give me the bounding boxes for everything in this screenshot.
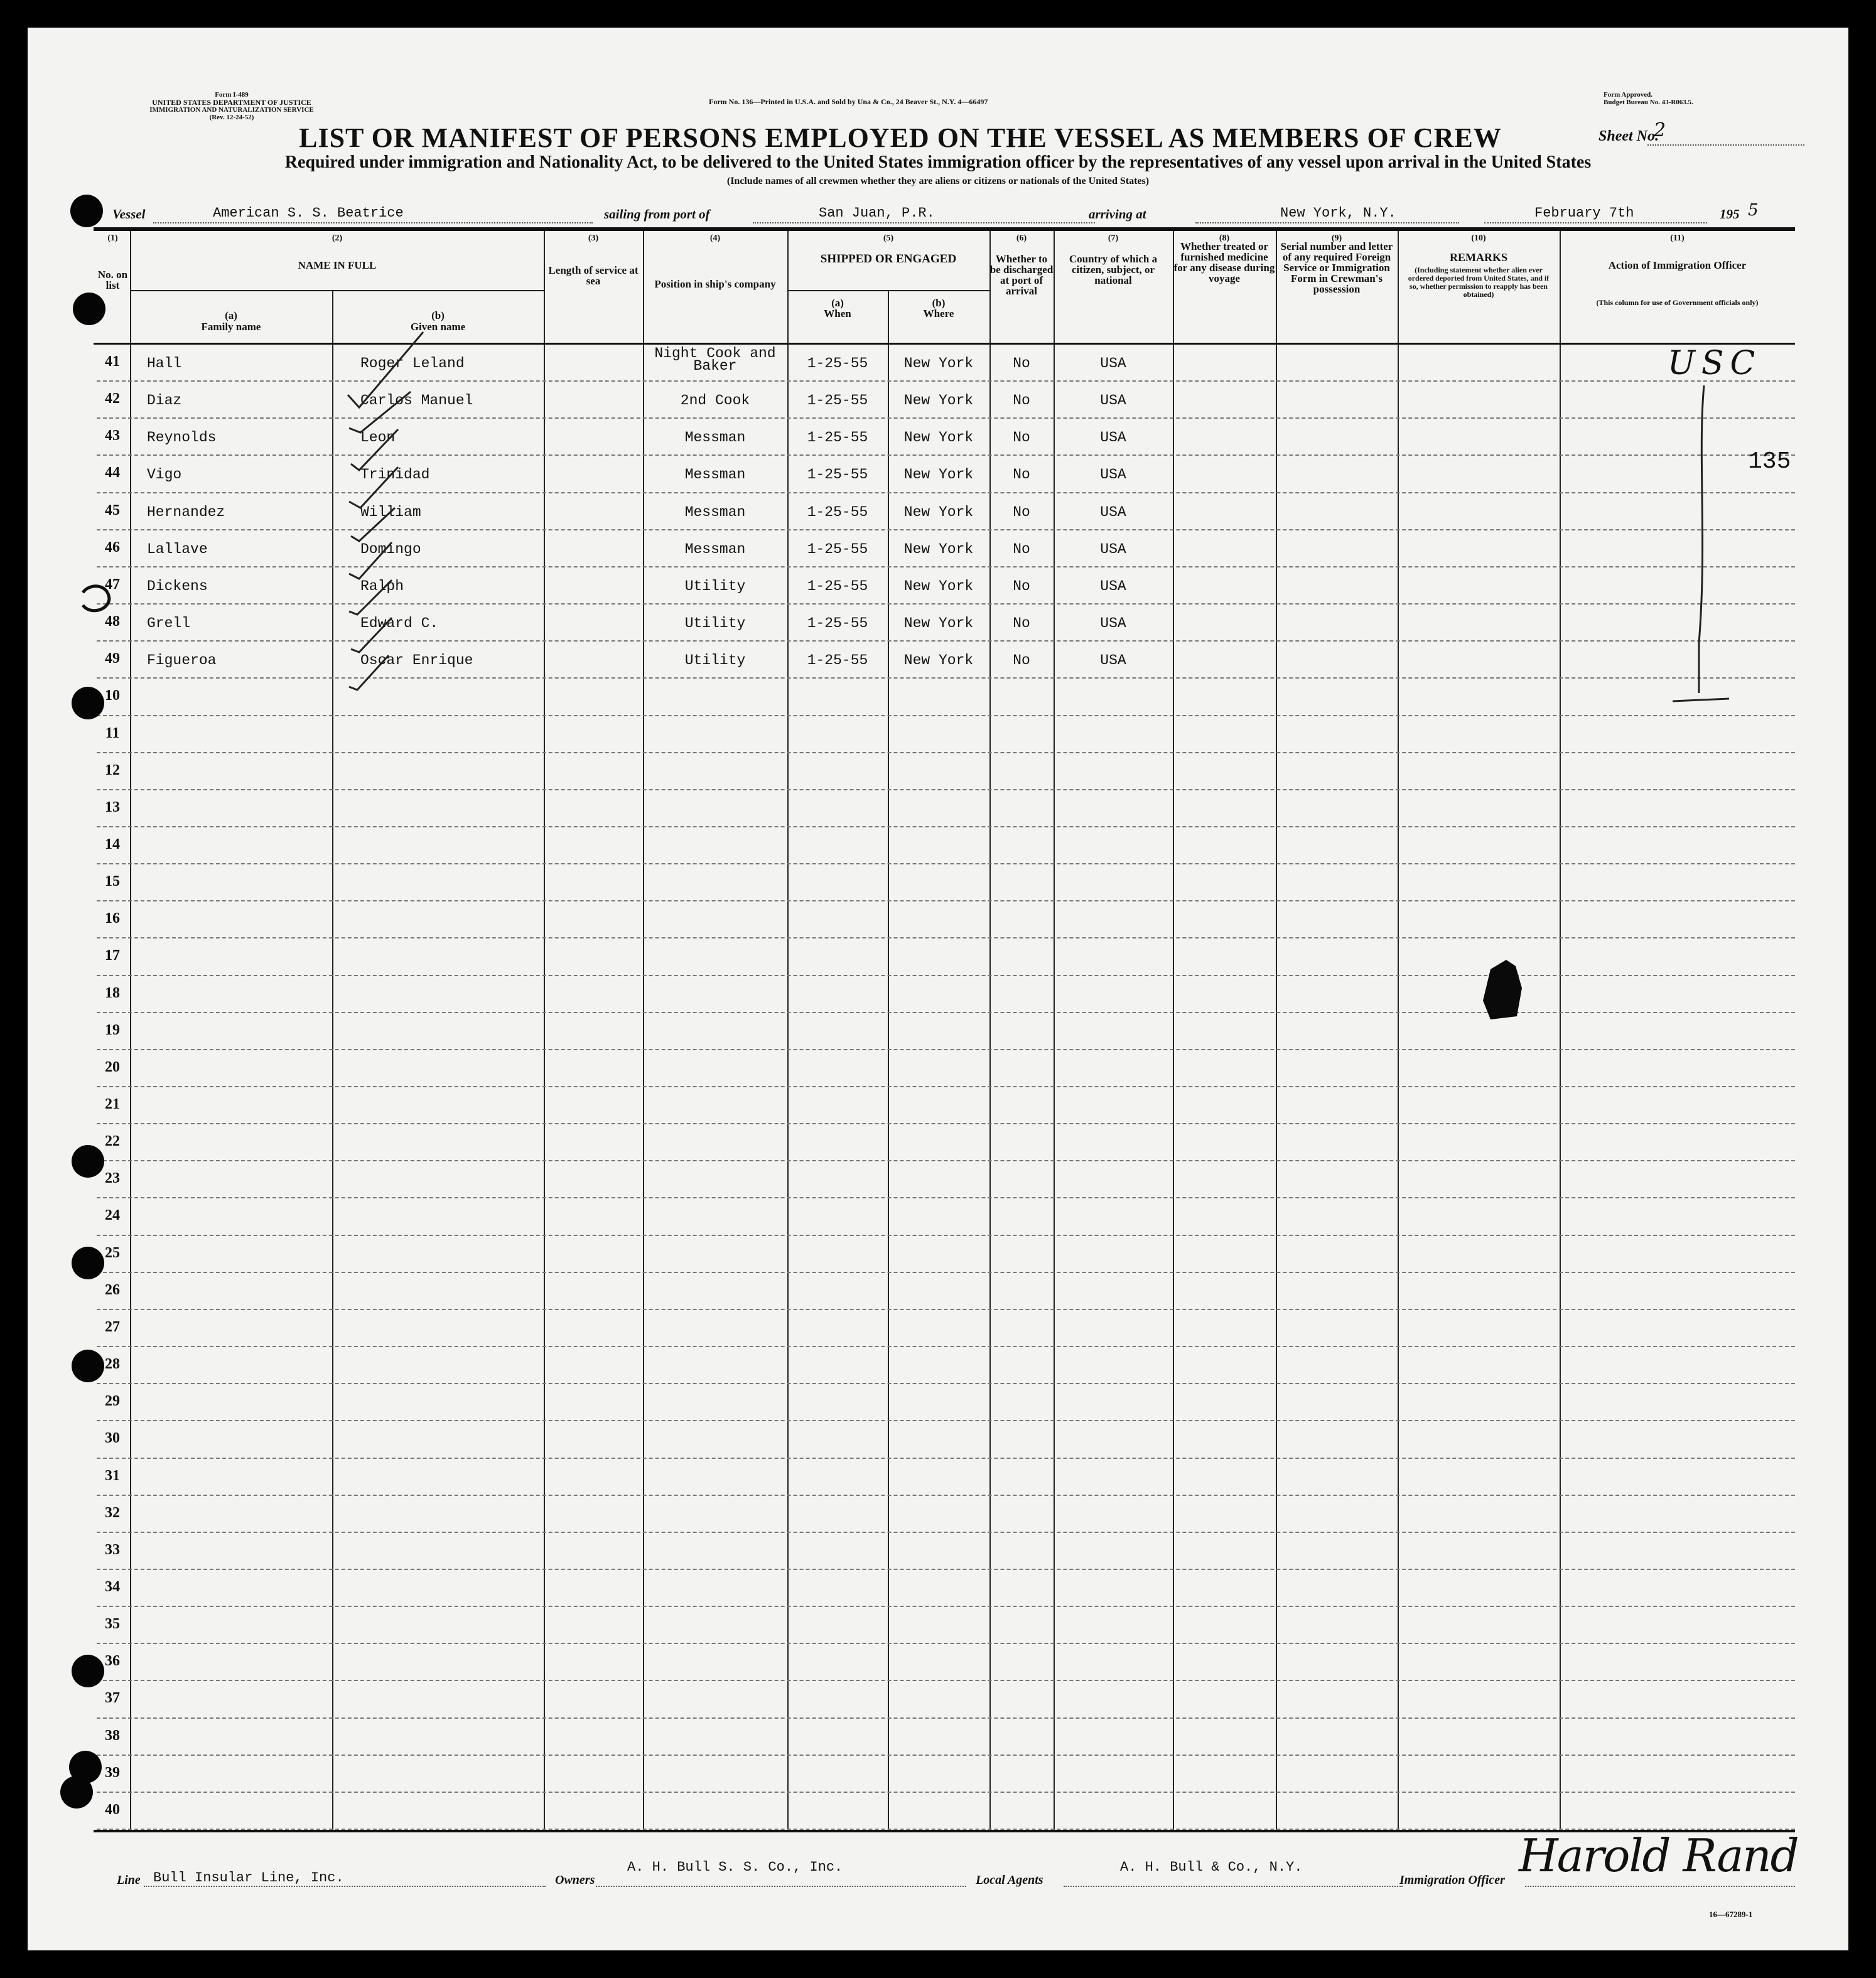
row-line (97, 1049, 1795, 1050)
crew-discharged: No (1013, 578, 1030, 594)
row-line (97, 1383, 1795, 1384)
punch-hole (72, 1247, 104, 1279)
crew-discharged: No (1013, 466, 1030, 483)
year-suffix: 5 (1748, 201, 1759, 220)
crew-discharged: No (1013, 355, 1030, 372)
crew-where: New York (903, 392, 974, 409)
page-title: LIST OR MANIFEST OF PERSONS EMPLOYED ON THE VESSEL AS MEMBERS OF CREW (299, 122, 1502, 153)
date-dotline (1484, 222, 1707, 223)
crew-family: Hall (147, 355, 182, 372)
crew-family: Vigo (147, 466, 182, 483)
crew-given: Trinidad (360, 466, 430, 483)
row-number: 30 (105, 1430, 120, 1447)
row-number: 36 (105, 1653, 120, 1670)
col-remarks: REMARKS (1449, 251, 1507, 264)
checkmarks (342, 329, 480, 706)
col-action: Action of Immigration Officer (1608, 259, 1747, 271)
crew-given: William (360, 503, 421, 520)
col-no-on-list: No. on list (97, 269, 128, 291)
row-line (97, 1755, 1795, 1756)
col-where: Where (923, 308, 954, 320)
row-line (97, 975, 1795, 976)
row-number: 12 (105, 761, 120, 778)
row-number: 10 (105, 687, 120, 704)
row-number: 39 (105, 1764, 120, 1781)
col-when: When (824, 308, 851, 320)
row-line (97, 1309, 1795, 1310)
col-line (544, 231, 545, 1830)
col-shipped: SHIPPED OR ENGAGED (820, 252, 957, 266)
col-serial: Serial number and letter of any required Foreign Service or Immigration Form in Crewman's possession (1280, 240, 1393, 295)
punch-hole (60, 1776, 93, 1809)
colnum-6: (6) (1016, 234, 1027, 243)
row-number: 41 (105, 353, 120, 370)
row-number: 31 (105, 1467, 120, 1484)
colnum-7: (7) (1108, 234, 1119, 243)
colnum-8: (8) (1219, 234, 1230, 243)
officer-dotline (1525, 1886, 1795, 1887)
crew-family: Grell (147, 615, 191, 632)
row-number: 49 (105, 650, 120, 667)
crew-when: 1-25-55 (807, 503, 868, 520)
crew-position: Night Cook and Baker (654, 345, 776, 374)
col-length: Length of service at sea (548, 264, 639, 287)
form-number-left: Form I-489 (215, 91, 249, 99)
vessel-dotline (153, 222, 593, 223)
col-family-a: (a) (225, 309, 237, 321)
col-country: Country of which a citizen, subject, or national (1069, 253, 1158, 286)
col-action-note: (This column for use of Government officials only) (1596, 298, 1759, 307)
row-number: 44 (105, 465, 120, 481)
crew-discharged: No (1013, 615, 1030, 632)
row-line (97, 1086, 1795, 1087)
count-annotation: 135 (1748, 448, 1791, 475)
year-prefix: 195 (1720, 207, 1740, 222)
crew-country: USA (1100, 540, 1126, 557)
row-line (97, 1606, 1795, 1607)
crew-when: 1-25-55 (807, 466, 868, 483)
crew-position: Utility (684, 578, 746, 594)
crew-where: New York (903, 466, 974, 483)
arriving-dotline (1195, 222, 1459, 223)
sheet-number: 2 (1654, 119, 1666, 141)
line-label: Line (117, 1873, 141, 1887)
row-number: 34 (105, 1578, 120, 1595)
crew-when: 1-25-55 (807, 615, 868, 632)
name-subrule (130, 290, 544, 291)
crew-family: Diaz (147, 392, 182, 409)
crew-when: 1-25-55 (807, 540, 868, 557)
crew-when: 1-25-55 (807, 355, 868, 372)
punch-hole (70, 195, 103, 227)
form-approved: Form Approved. (1604, 91, 1653, 99)
row-number: 25 (105, 1244, 120, 1261)
col-medicine: Whether treated or furnished medicine for any disease during voyage (1173, 240, 1275, 284)
crew-family: Hernandez (147, 503, 225, 520)
row-number: 37 (105, 1690, 120, 1707)
row-line (97, 1495, 1795, 1496)
row-number: 46 (105, 539, 120, 556)
crew-country: USA (1100, 615, 1126, 632)
row-number: 42 (105, 390, 120, 407)
crew-country: USA (1100, 355, 1126, 372)
sheet-label: Sheet No. (1598, 128, 1659, 144)
row-line (97, 1346, 1795, 1347)
row-number: 43 (105, 427, 120, 444)
arrival-date-value: February 7th (1534, 205, 1634, 221)
printer-info: Form No. 136—Printed in U.S.A. and Sold by Una & Co., 24 Beaver St., N.Y. 4—66497 (709, 97, 988, 106)
revision-date: (Rev. 12-24-52) (209, 114, 254, 121)
service-name: IMMIGRATION AND NATURALIZATION SERVICE (149, 106, 314, 114)
crew-position: Messman (684, 540, 746, 557)
punch-hole (72, 1655, 104, 1687)
row-number: 24 (105, 1207, 120, 1224)
row-line (97, 1012, 1795, 1013)
row-number: 15 (105, 873, 120, 890)
arriving-at-value: New York, N.Y. (1280, 205, 1396, 221)
line-dotline (144, 1886, 546, 1887)
crew-where: New York (903, 429, 974, 446)
row-number: 19 (105, 1021, 120, 1038)
row-number: 26 (105, 1281, 120, 1298)
crew-country: USA (1100, 429, 1126, 446)
row-number: 47 (105, 576, 120, 593)
row-number: 35 (105, 1616, 120, 1633)
crew-family: Lallave (147, 540, 208, 557)
crew-when: 1-25-55 (807, 578, 868, 594)
col-line (332, 291, 333, 1830)
row-line (97, 1532, 1795, 1533)
crew-where: New York (903, 355, 974, 372)
table-top-rule (94, 227, 1795, 231)
crew-where: New York (903, 540, 974, 557)
row-number: 22 (105, 1133, 120, 1150)
row-line (97, 789, 1795, 790)
arriving-at-label: arriving at (1089, 207, 1146, 222)
col-line (1398, 231, 1399, 1830)
row-number: 48 (105, 613, 120, 630)
usc-annotation: USC (1668, 345, 1762, 382)
crew-when: 1-25-55 (807, 652, 868, 669)
print-code: 16—67289-1 (1709, 1910, 1753, 1919)
row-line (97, 1680, 1795, 1681)
crew-position: Utility (684, 615, 746, 632)
crew-given: Carlos Manuel (360, 392, 473, 409)
row-line (97, 863, 1795, 864)
crew-family: Figueroa (147, 652, 217, 669)
row-number: 45 (105, 502, 120, 519)
row-number: 28 (105, 1356, 120, 1373)
crew-discharged: No (1013, 540, 1030, 557)
crew-where: New York (903, 578, 974, 594)
col-line (1276, 231, 1277, 1830)
row-line (97, 1420, 1795, 1421)
colnum-2: (2) (332, 234, 343, 243)
col-name-in-full: NAME IN FULL (298, 259, 377, 271)
row-number: 16 (105, 910, 120, 927)
row-line (97, 715, 1795, 716)
row-line (97, 1197, 1795, 1198)
row-number: 23 (105, 1170, 120, 1187)
budget-bureau: Budget Bureau No. 43-R063.5. (1604, 99, 1693, 106)
col-line (1173, 231, 1174, 1830)
officer-signature: Harold Rand (1519, 1829, 1798, 1882)
punch-hole (72, 687, 104, 719)
punch-hole (72, 1145, 104, 1178)
col-given-b: (b) (431, 309, 445, 321)
crew-family: Reynolds (147, 429, 217, 446)
row-number: 38 (105, 1727, 120, 1744)
crew-given: Ralph (360, 578, 404, 594)
row-line (97, 1717, 1795, 1719)
bracket-line (1660, 379, 1735, 718)
crew-position: Messman (684, 466, 746, 483)
col-line (1560, 231, 1561, 1830)
immigration-officer-label: Immigration Officer (1399, 1873, 1505, 1887)
ink-blot (1478, 957, 1528, 1026)
row-number: 29 (105, 1393, 120, 1410)
sailing-from-label: sailing from port of (604, 207, 710, 222)
crew-where: New York (903, 615, 974, 632)
crew-position: Utility (684, 652, 746, 669)
colnum-3: (3) (588, 234, 599, 243)
vessel-value: American S. S. Beatrice (213, 205, 404, 221)
crew-family: Dickens (147, 578, 208, 594)
owners-label: Owners (555, 1873, 595, 1887)
row-line (97, 1458, 1795, 1459)
manifest-page (28, 28, 1848, 1950)
col-when-a: (a) (831, 297, 844, 309)
col-line (888, 291, 889, 1830)
owners-dotline (596, 1886, 966, 1887)
row-line (97, 1792, 1795, 1793)
local-agents-value: A. H. Bull & Co., N.Y. (1120, 1859, 1303, 1875)
row-number: 27 (105, 1318, 120, 1335)
sheet-dotline (1647, 144, 1804, 146)
colnum-4: (4) (709, 234, 721, 243)
vessel-label: Vessel (112, 207, 146, 222)
crew-when: 1-25-55 (807, 392, 868, 409)
owners-value: A. H. Bull S. S. Co., Inc. (627, 1859, 843, 1875)
partial-hole (77, 580, 114, 618)
crew-given: Oscar Enrique (360, 652, 473, 669)
crew-country: USA (1100, 466, 1126, 483)
crew-country: USA (1100, 578, 1126, 594)
row-number: 33 (105, 1541, 120, 1558)
page-note: (Include names of all crewmen whether they are aliens or citizens or nationals of the United States) (726, 176, 1150, 186)
crew-position: 2nd Cook (680, 392, 750, 409)
crew-given: Leon (360, 429, 396, 446)
crew-where: New York (903, 503, 974, 520)
sailing-from-value: San Juan, P.R. (819, 205, 935, 221)
crew-position: Messman (684, 503, 746, 520)
row-line (97, 752, 1795, 753)
row-number: 21 (105, 1096, 120, 1112)
row-number: 13 (105, 798, 120, 815)
col-given-name: Given name (410, 321, 466, 333)
col-family-name: Family name (201, 321, 261, 333)
col-remarks-note: (Including statement whether alien ever ordered deported from United States, and if so, whether permission to reapply has been obtained) (1408, 266, 1550, 299)
page-subtitle: Required under immigration and Nationality Act, to be delivered to the United States immigration officer by the representatives of any vessel upon arrival in the United States (284, 153, 1592, 172)
col-position: Position in ship's company (654, 278, 776, 290)
crew-country: USA (1100, 652, 1126, 669)
row-line (97, 1643, 1795, 1644)
row-number: 18 (105, 984, 120, 1001)
crew-given: Edward C. (360, 615, 439, 632)
sailing-dotline (753, 222, 1095, 223)
crew-where: New York (903, 652, 974, 669)
punch-hole (72, 1350, 104, 1382)
crew-position: Messman (684, 429, 746, 446)
crew-country: USA (1100, 503, 1126, 520)
row-number: 32 (105, 1504, 120, 1521)
punch-hole (73, 293, 105, 325)
crew-given: Domingo (360, 540, 421, 557)
agents-dotline (1064, 1886, 1403, 1887)
colnum-10: (10) (1471, 234, 1486, 243)
row-number: 11 (105, 724, 120, 741)
crew-discharged: No (1013, 392, 1030, 409)
row-line (97, 1272, 1795, 1273)
row-line (97, 937, 1795, 938)
row-number: 17 (105, 947, 120, 964)
col-discharged: Whether to be discharged at port of arrival (989, 253, 1054, 297)
line-value: Bull Insular Line, Inc. (153, 1870, 344, 1886)
row-number: 20 (105, 1058, 120, 1075)
row-number: 14 (105, 836, 120, 852)
colnum-5: (5) (883, 234, 894, 243)
row-line (97, 900, 1795, 901)
local-agents-label: Local Agents (976, 1873, 1043, 1887)
row-number: 40 (105, 1801, 120, 1818)
col-where-b: (b) (932, 297, 946, 309)
row-line (97, 1123, 1795, 1124)
department-name: UNITED STATES DEPARTMENT OF JUSTICE (152, 98, 311, 107)
colnum-9: (9) (1331, 234, 1342, 243)
crew-discharged: No (1013, 429, 1030, 446)
row-line (97, 826, 1795, 827)
colnum-1: (1) (107, 234, 118, 243)
row-line (97, 1569, 1795, 1570)
colnum-11: (11) (1670, 234, 1685, 243)
shipped-subrule (787, 290, 989, 291)
crew-discharged: No (1013, 503, 1030, 520)
crew-discharged: No (1013, 652, 1030, 669)
crew-country: USA (1100, 392, 1126, 409)
row-line (97, 1235, 1795, 1236)
crew-when: 1-25-55 (807, 429, 868, 446)
row-line (97, 1160, 1795, 1161)
crew-given: Roger Leland (360, 355, 465, 372)
